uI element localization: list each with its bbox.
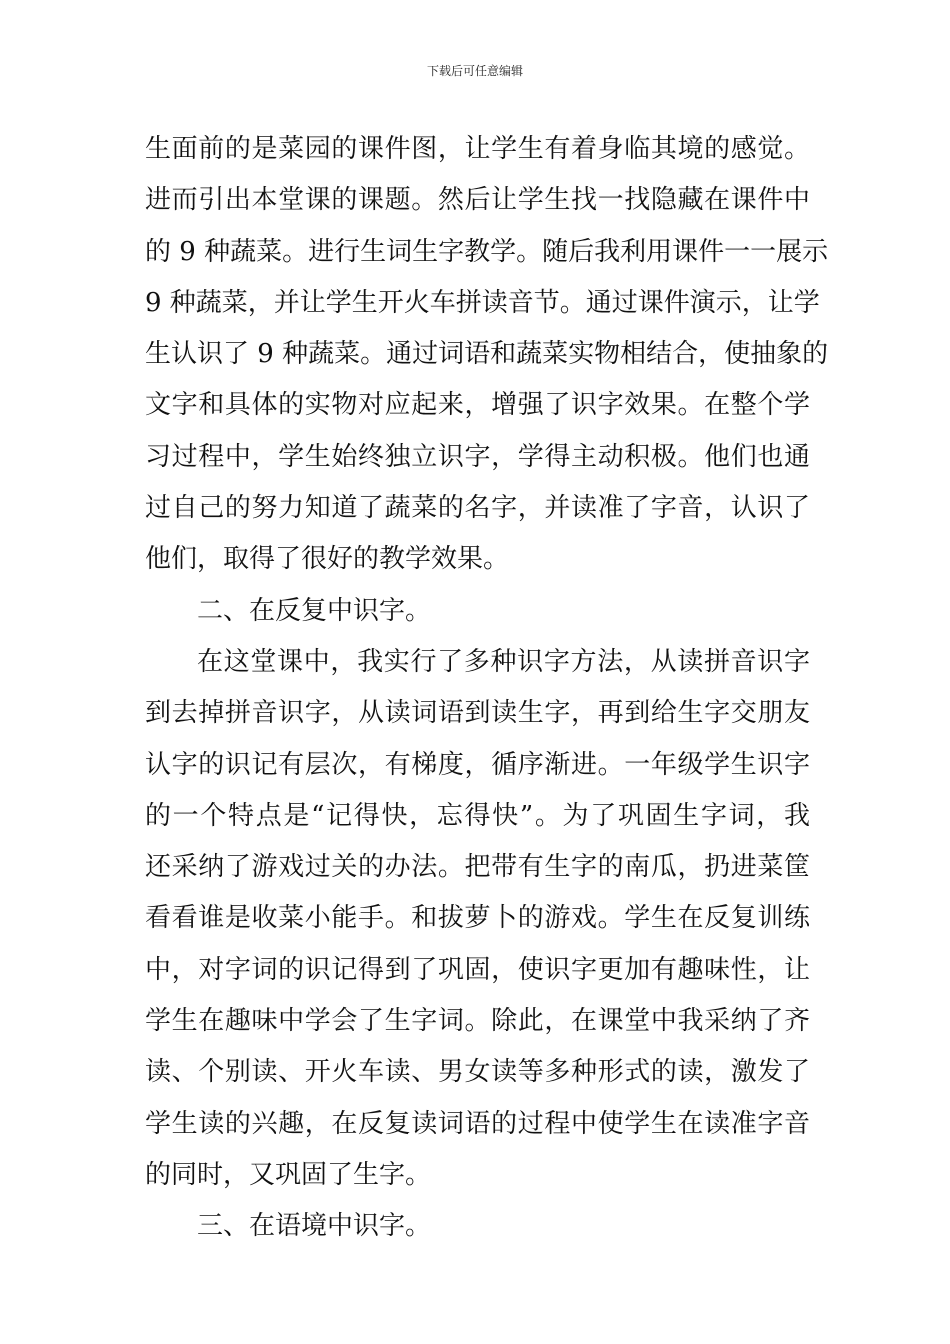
text-line: 9 种蔬菜，并让学生开火车拼读音节。通过课件演示，让学: [145, 287, 820, 318]
text-line: 生认识了 9 种蔬菜。通过词语和蔬菜实物相结合，使抽象的: [145, 339, 829, 370]
paragraph-2: [145, 637, 810, 1201]
document-body: [145, 124, 829, 1253]
page-header: 下载后可任意编辑: [426, 64, 523, 78]
text-line: 学生在趣味中学会了生字词。除此，在课堂中我采纳了齐: [145, 1006, 810, 1037]
paragraph-1: [145, 124, 829, 586]
text-line: 进而引出本堂课的课题。然后让学生找一找隐藏在课件中: [145, 185, 810, 216]
section-heading-3: [145, 1201, 810, 1252]
text-line: 生面前的是菜园的课件图，让学生有着身临其境的感觉。: [145, 134, 810, 164]
text-line: 中，对字词的识记得到了巩固，使识字更加有趣味性，让: [145, 954, 810, 985]
text-line: 文字和具体的实物对应起来，增强了识字效果。在整个学: [145, 390, 810, 421]
text-line: 读、个别读、开火车读、男女读等多种形式的读，激发了: [145, 1057, 810, 1088]
text-line: 在这堂课中，我实行了多种识字方法，从读拼音识字: [197, 646, 810, 677]
text-line: 看看谁是收菜小能手。和拔萝卜的游戏。学生在反复训练: [145, 903, 810, 934]
text-line: 他们，取得了很好的教学效果。: [145, 544, 510, 575]
text-line: 过自己的努力知道了蔬菜的名字，并读准了字音，认识了: [145, 493, 810, 524]
section-heading-2: [145, 586, 810, 637]
text-line: 的 9 种蔬菜。进行生词生字教学。随后我利用课件一一展示: [145, 236, 829, 267]
section-heading: 三、在语境中识字。: [197, 1211, 432, 1242]
section-heading: 二、在反复中识字。: [197, 595, 432, 626]
text-line: 习过程中，学生始终独立识字，学得主动积极。他们也通: [145, 441, 810, 472]
text-line: 认字的识记有层次，有梯度，循序渐进。一年级学生识字: [145, 749, 810, 780]
text-line: 还采纳了游戏过关的办法。把带有生字的南瓜，扔进菜筐: [145, 852, 810, 883]
text-line: 学生读的兴趣，在反复读词语的过程中使学生在读准字音: [145, 1108, 810, 1139]
text-line: 的同时，又巩固了生字。: [145, 1159, 432, 1190]
text-line: 到去掉拼音识字，从读词语到读生字，再到给生字交朋友: [145, 698, 810, 729]
text-line: 的一个特点是“记得快，忘得快”。为了巩固生字词，我: [145, 800, 810, 831]
